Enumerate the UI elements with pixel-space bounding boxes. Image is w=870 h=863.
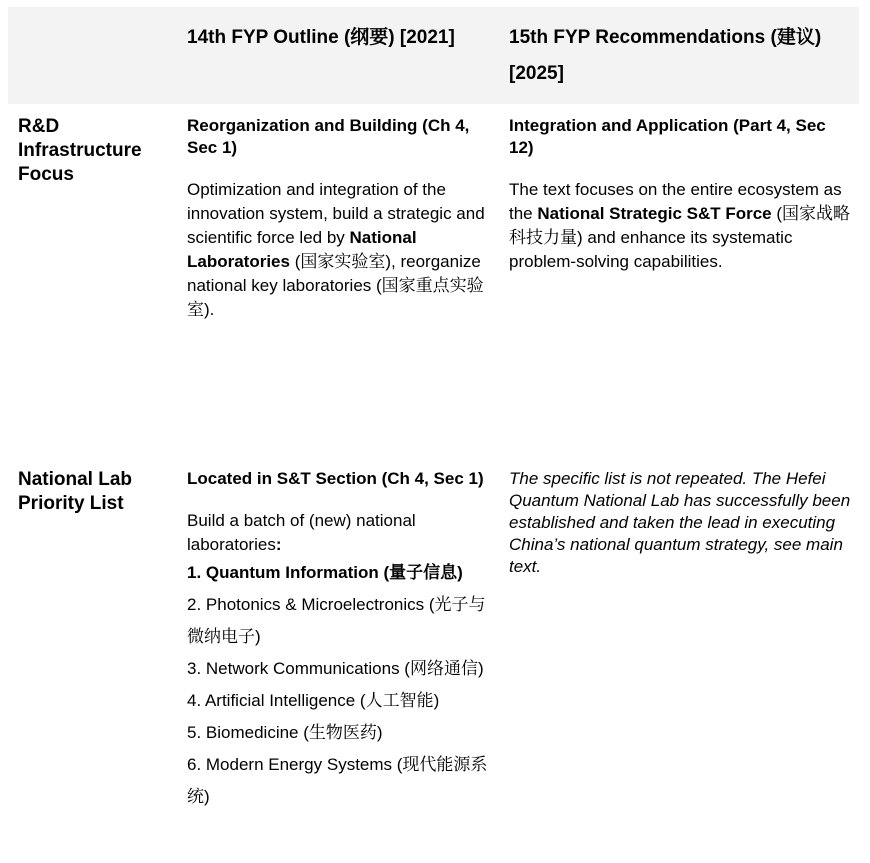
list-item: 5. Biomedicine (生物医药) bbox=[187, 723, 383, 742]
cell-15th-rd-infrastructure bbox=[503, 104, 859, 457]
highlight-term: National Laboratories bbox=[187, 228, 417, 271]
table-row-rd-infrastructure bbox=[8, 104, 859, 457]
cell-15th-national-lab-priority bbox=[503, 457, 859, 863]
cell-subhead: Reorganization and Building (Ch 4, Sec 1) bbox=[187, 116, 470, 157]
list-item: 4. Artificial Intelligence (人工智能) bbox=[187, 691, 440, 710]
header-15th-fyp: 15th FYP Recommendations (建议) [2025] bbox=[509, 27, 822, 84]
row-label-rd-infrastructure: R&D Infrastructure Focus bbox=[18, 116, 142, 185]
list-item: 6. Modern Energy Systems (现代能源系统) bbox=[187, 755, 488, 806]
fyp-comparison-table bbox=[8, 7, 859, 863]
list-item: 3. Network Communications (网络通信) bbox=[187, 659, 484, 678]
highlight-term: National Strategic S&T Force bbox=[537, 204, 772, 223]
table-row-national-lab-priority bbox=[8, 457, 859, 863]
cell-intro: Build a batch of (new) national laboratories: bbox=[187, 511, 416, 554]
cell-14th-rd-infrastructure bbox=[178, 104, 503, 457]
header-14th-fyp: 14th FYP Outline (纲要) [2021] bbox=[187, 27, 455, 48]
table-header-row bbox=[8, 7, 859, 104]
list-item: 2. Photonics & Microelectronics (光子与微纳电子) bbox=[187, 595, 486, 646]
cell-description: The text focuses on the entire ecosystem as the National Strategic S&T Force (国家战略科技力量) and enhance its systematic problem-solving capabilities. bbox=[509, 180, 851, 271]
list-item: 1. Quantum Information (量子信息) bbox=[187, 563, 463, 582]
cell-description: Optimization and integration of the innovation system, build a strategic and scientific force led by National Laboratories (国家实验室), reorganize national key laboratories (国家重点实验室). bbox=[187, 180, 485, 319]
cell-subhead: Located in S&T Section (Ch 4, Sec 1) bbox=[187, 469, 484, 488]
cell-note: The specific list is not repeated. The Hefei Quantum National Lab has successfully been established and taken the lead in executing China’s national quantum strategy, see main text. bbox=[509, 469, 851, 576]
row-label-national-lab-priority: National Lab Priority List bbox=[18, 469, 133, 514]
cell-14th-national-lab-priority bbox=[178, 457, 503, 863]
header-empty-cell bbox=[8, 7, 178, 104]
cell-subhead: Integration and Application (Part 4, Sec 12) bbox=[509, 116, 826, 157]
national-lab-list bbox=[187, 557, 497, 813]
